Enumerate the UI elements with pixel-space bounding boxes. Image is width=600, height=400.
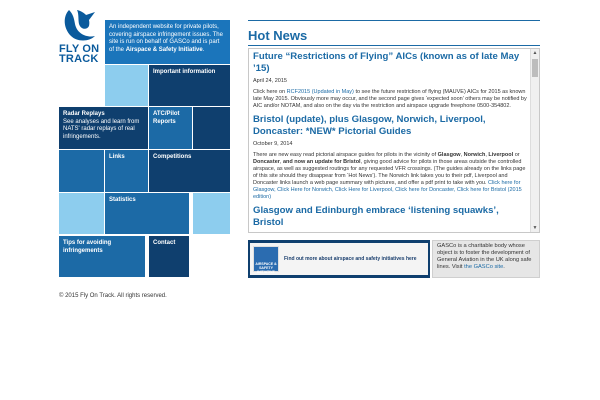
liverpool-link[interactable]: Click Here for Liverpool, (334, 187, 394, 193)
tile-decor-3 (59, 150, 104, 192)
tile-important-label: Important information (153, 69, 216, 75)
article-text: giving good advice for pilots in those areas outside the controlled airspace, as well as suggested routings for any requested VFR crossings. (The guides already on the links page of this site should they disappear from ‘Hot News’). The Norwich link takes you to their pdf, Liverpool and Doncaster links launch a web page summary with pictures, and offer a pdf print to take with you. (253, 159, 526, 186)
article-text: There are new easy read pictorial airspace guides for pilots in the vicinity of (253, 152, 437, 158)
banner-text: Find out more about airspace and safety initiatives here (284, 256, 417, 262)
tile-decor-5 (193, 193, 230, 234)
tile-links[interactable] (105, 150, 148, 192)
airspace-safety-banner[interactable] (248, 240, 430, 278)
article-body: There are new easy read pictorial airspace guides for pilots in the vicinity of Glasgow, Norwich, Liverpool or Doncaster, and now an update for Bristol, giving good advice for pilots in those areas outside the controlled airspace, as well as suggested routings for any requested VFR crossings. (The guides already on the links page of this site should they disappear from ‘Hot News’). The Norwich link takes you to their pdf, Liverpool and Doncaster links launch a web page summary with pictures, and offer a pdf print to take with you. Click here for Glasgow, Click Here for Norwich, Click Here for Liverpool, Click here for Doncaster, Click here for Bristol (2015 edition) (253, 152, 526, 200)
copyright: © 2015 Fly On Track. All rights reserved. (59, 293, 167, 299)
tile-links-label: Links (109, 154, 125, 160)
title-divider (248, 45, 540, 46)
logo-text-line1: FLY ON (59, 43, 100, 55)
rcf2015-link[interactable]: RCF2015 (Updated in May) (286, 89, 354, 95)
tile-contact[interactable] (149, 236, 189, 277)
doncaster-link[interactable]: Click here for Doncaster, (395, 187, 456, 193)
intro-text: An independent website for private pilots, covering airspace infringement issues. The site is run on behalf of GASCo and is part of the (109, 24, 223, 53)
tile-competitions[interactable] (149, 150, 230, 192)
tile-tips[interactable] (59, 236, 145, 277)
article-title[interactable]: Glasgow and Edinburgh embrace ‘listening squawks’, Bristol (253, 205, 499, 228)
article-text: Click here on (253, 89, 286, 95)
article-text: and now an update for Bristol (282, 159, 361, 165)
tile-radar-replays[interactable] (59, 107, 148, 149)
tile-atc-pilot-reports[interactable] (149, 107, 192, 149)
gasco-end: . (503, 264, 505, 270)
intro-initiative: Airspace & Safety Initiative (125, 46, 203, 53)
article-body (253, 89, 529, 110)
top-divider (248, 20, 540, 21)
article-text: Norwich (463, 152, 486, 158)
article-title[interactable]: Future “Restrictions of Flying” AICs (known as of late May ’15) (253, 51, 520, 74)
tile-competitions-label: Competitions (153, 154, 192, 160)
fly-on-track-logo[interactable] (59, 8, 105, 68)
tile-important-information[interactable] (149, 65, 230, 106)
gasco-site-link[interactable]: the GASCo site (464, 264, 504, 270)
article-date: April 24, 2015 (253, 78, 287, 84)
tile-decor-2 (193, 107, 230, 149)
bristol-link[interactable]: Click here for Bristol (2015 edition) (253, 187, 522, 200)
article-text: Glasgow (437, 152, 461, 158)
tile-atc-label: ATC/Pilot Reports (153, 111, 180, 125)
tile-contact-label: Contact (153, 240, 176, 246)
logo-mark-icon (59, 8, 105, 44)
airspace-safety-logo: AIRSPACE & SAFETY INITIATIVE (253, 246, 279, 272)
news-scroll-panel[interactable] (248, 48, 540, 233)
news-article (253, 205, 529, 229)
article-title[interactable]: Bristol (update), plus Glasgow, Norwich, Liverpool, Doncaster: *NEW* Pictorial Guides (253, 114, 486, 137)
tile-statistics[interactable] (105, 193, 189, 234)
news-article (253, 114, 529, 201)
intro-end: . (202, 46, 205, 53)
norwich-link[interactable]: Click Here for Norwich, (277, 187, 334, 193)
article-text: Doncaster (253, 159, 280, 165)
scroll-down-arrow-icon[interactable]: ▼ (532, 225, 538, 231)
news-scrollbar[interactable] (530, 49, 539, 232)
article-text: to see the future restriction of flying (MAUVE) AICs for 2015 as known late May 2015. Obviously more may occur, and the second page gives ‘expected soon’ others may be notified by AIC and/or NOTAM, and also on the day via the restriction and airspace upgrade freephone 0500-354802. (253, 89, 527, 109)
gasco-info-box (432, 240, 540, 278)
tile-radar-title: Radar Replays (63, 111, 105, 117)
tile-tips-label: Tips for avoiding infringements (63, 240, 112, 254)
tile-radar-desc: See analyses and learn from NATS' radar replays of real infringements. (63, 118, 140, 140)
logo-text-line2: TRACK (59, 53, 99, 65)
tile-decor-1 (105, 65, 148, 106)
tile-decor-4 (59, 193, 104, 234)
scroll-up-arrow-icon[interactable]: ▲ (532, 50, 538, 56)
article-text: Liverpool (488, 152, 514, 158)
article-date: October 9, 2014 (253, 141, 293, 147)
glasgow-link[interactable]: Click here for Glasgow, (253, 180, 521, 193)
gasco-text: GASCo is a charitable body whose object is to foster the development of General Aviation in the UK along safe lines. Visit (437, 243, 532, 270)
tile-statistics-label: Statistics (109, 197, 136, 203)
hot-news-title: Hot News (248, 28, 308, 43)
intro-tile (105, 20, 230, 64)
news-article (253, 51, 529, 110)
scroll-thumb[interactable] (532, 59, 538, 77)
